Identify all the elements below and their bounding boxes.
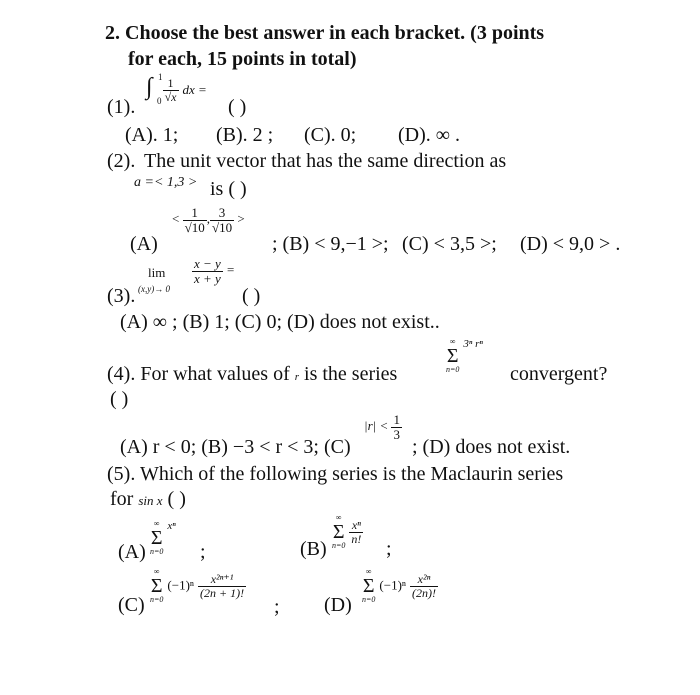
q4-text-mid: is the series — [299, 363, 398, 385]
q5-b-den: n! — [351, 531, 362, 546]
q5-c-num: x²ⁿ⁺¹ — [198, 573, 246, 587]
q2-frac1-num: 1 — [183, 206, 207, 221]
q5-for: for — [110, 488, 139, 510]
q5-b-sum-top: ∞ — [335, 513, 342, 522]
q3-options[interactable]: (A) ∞ ; (B) 1; (C) 0; (D) does not exist.. — [120, 311, 440, 333]
q3-lim — [148, 265, 165, 281]
q3-lim-sub: (x,y)→ 0 — [138, 284, 170, 294]
q5-d-sign: (−1)ⁿ — [379, 577, 406, 593]
q2-frac1 — [183, 206, 207, 234]
q5-c-den: (2n + 1)! — [200, 585, 245, 600]
q5-option-d-label[interactable]: (D) — [324, 594, 352, 616]
q1-option-b[interactable]: (B). 2 ; — [216, 124, 274, 146]
q5-d-frac — [410, 573, 438, 599]
q5-c-sum-bot: n=0 — [150, 595, 164, 604]
q4-c-num: 1 — [393, 412, 400, 427]
q5-option-a-label[interactable]: (A) — [118, 541, 146, 563]
q4-options-ab[interactable]: (A) r < 0; (B) −3 < r < 3; (C) — [120, 436, 351, 458]
q4-sum-term: 3ⁿ rⁿ — [463, 338, 483, 350]
question-title-line2: for each, 15 points in total) — [128, 48, 357, 70]
q4-question — [107, 363, 397, 386]
q1-dx: dx = — [182, 82, 207, 97]
q5-a-sigma-icon: Σ — [150, 527, 163, 549]
q4-sum-top: ∞ — [449, 337, 456, 346]
q1-number: (1). — [107, 96, 136, 118]
q4-sigma-icon: Σ — [446, 345, 459, 367]
q4-convergent: convergent? — [510, 363, 608, 385]
q4-sum — [446, 338, 459, 374]
q4-var: r — [294, 371, 300, 383]
q5-a-term: xⁿ — [167, 520, 176, 532]
q5-d-den: (2n)! — [412, 585, 436, 600]
q4-series — [446, 338, 483, 374]
q2-vector-label: a =< 1,3 > — [134, 175, 198, 190]
q5-c-sign: (−1)ⁿ — [167, 577, 194, 593]
q3-frac-num: x − y — [194, 256, 221, 271]
q1-option-d[interactable]: (D). ∞ . — [398, 124, 461, 146]
q4-answer-bracket[interactable]: ( ) — [110, 388, 129, 410]
q1-integral: ∫ 1 0 $\frac{1}{√x}$ dx = — [146, 72, 207, 106]
q2-is-bracket[interactable]: is ( ) — [210, 178, 247, 200]
q5-a-sum-bot: n=0 — [150, 547, 164, 556]
q1-option-c[interactable]: (C). 0; — [304, 124, 357, 146]
q5-b-semicolon: ; — [386, 538, 392, 560]
q2-lt: < — [172, 211, 180, 227]
q4-option-d[interactable]: ; (D) does not exist. — [412, 436, 571, 458]
q5-d-num: x²ⁿ — [410, 573, 438, 587]
q5-b-sum-bot: n=0 — [332, 541, 346, 550]
q5-d-sum-top: ∞ — [365, 567, 372, 576]
q5-bracket[interactable]: ( ) — [162, 488, 186, 510]
q5-c-sum — [150, 568, 163, 604]
q5-option-b-label[interactable]: (B) — [300, 538, 327, 560]
q2-gt: > — [237, 211, 245, 227]
q4-c-frac — [391, 413, 402, 441]
q1-fraction — [163, 77, 179, 103]
q2-frac2 — [210, 206, 234, 234]
q3-number: (3). — [107, 285, 136, 307]
q5-option-b-expr — [332, 514, 363, 550]
q2-frac2-num: 3 — [210, 206, 234, 221]
q2-option-d[interactable]: (D) < 9,0 > . — [520, 233, 621, 255]
q1-option-a[interactable]: (A). 1; — [125, 124, 179, 146]
q5-a-semicolon: ; — [200, 541, 206, 563]
q3-frac-den: x + y — [194, 270, 221, 286]
q3-fraction — [192, 257, 235, 285]
question-title-line1: 2. Choose the best answer in each bracket. (3 points — [105, 22, 545, 44]
q5-b-num: xⁿ — [349, 519, 363, 533]
q2-number: (2). — [107, 150, 136, 172]
q2-frac2-den: √10 — [211, 219, 233, 235]
q5-c-semicolon: ; — [274, 596, 280, 618]
q5-line1: (5). Which of the following series is the Maclaurin series — [107, 463, 564, 485]
q2-option-b[interactable]: ; (B) < 9,−1 >; — [272, 233, 389, 255]
q3-answer-bracket[interactable]: ( ) — [242, 285, 261, 307]
q5-sinx: sin x — [138, 493, 163, 508]
q5-b-sigma-icon: Σ — [332, 521, 345, 543]
q1-int-upper: 1 — [158, 72, 163, 82]
q5-option-c-expr — [150, 568, 246, 604]
q1-answer-bracket[interactable]: ( ) — [228, 96, 247, 118]
q3-lim-word: lim — [148, 265, 166, 280]
q5-option-c-label[interactable]: (C) — [118, 594, 145, 616]
q5-option-a-expr — [150, 520, 176, 556]
q3-frac — [192, 257, 223, 285]
q2-frac1-den: √10 — [184, 219, 205, 235]
q5-a-sum — [150, 520, 163, 556]
q5-c-sigma-icon: Σ — [150, 575, 163, 597]
q5-b-sum — [332, 514, 345, 550]
q5-line2 — [110, 488, 186, 511]
q5-c-sum-top: ∞ — [153, 567, 160, 576]
q1-frac-num: 1 — [163, 77, 179, 91]
q1-frac-den: √x — [164, 89, 177, 104]
q5-a-sum-top: ∞ — [153, 519, 160, 528]
q5-d-sum — [362, 568, 375, 604]
q2-option-c[interactable]: (C) < 3,5 >; — [402, 233, 497, 255]
q2-option-a-label[interactable]: (A) — [130, 233, 158, 255]
q2-option-a-expr: < $\frac{1}{√10}$ , $\frac{3}{√10}$ > — [172, 205, 245, 235]
q3-eq: = — [226, 262, 235, 278]
q5-d-sum-bot: n=0 — [362, 595, 376, 604]
q4-option-c-expr[interactable] — [364, 413, 402, 441]
q4-c-abs: |r| < — [364, 418, 389, 434]
q5-d-sigma-icon: Σ — [362, 575, 375, 597]
q5-c-frac — [198, 573, 246, 599]
q2-text: The unit vector that has the same direction as — [144, 150, 507, 172]
q1-int-lower: 0 — [157, 96, 162, 106]
q4-text-before: (4). For what values of — [107, 363, 295, 385]
q4-c-den: 3 — [393, 426, 400, 442]
q2-vector — [134, 175, 197, 191]
q4-sum-bot: n=0 — [446, 365, 460, 374]
q5-option-d-expr — [362, 568, 438, 604]
q5-b-frac — [349, 519, 363, 545]
